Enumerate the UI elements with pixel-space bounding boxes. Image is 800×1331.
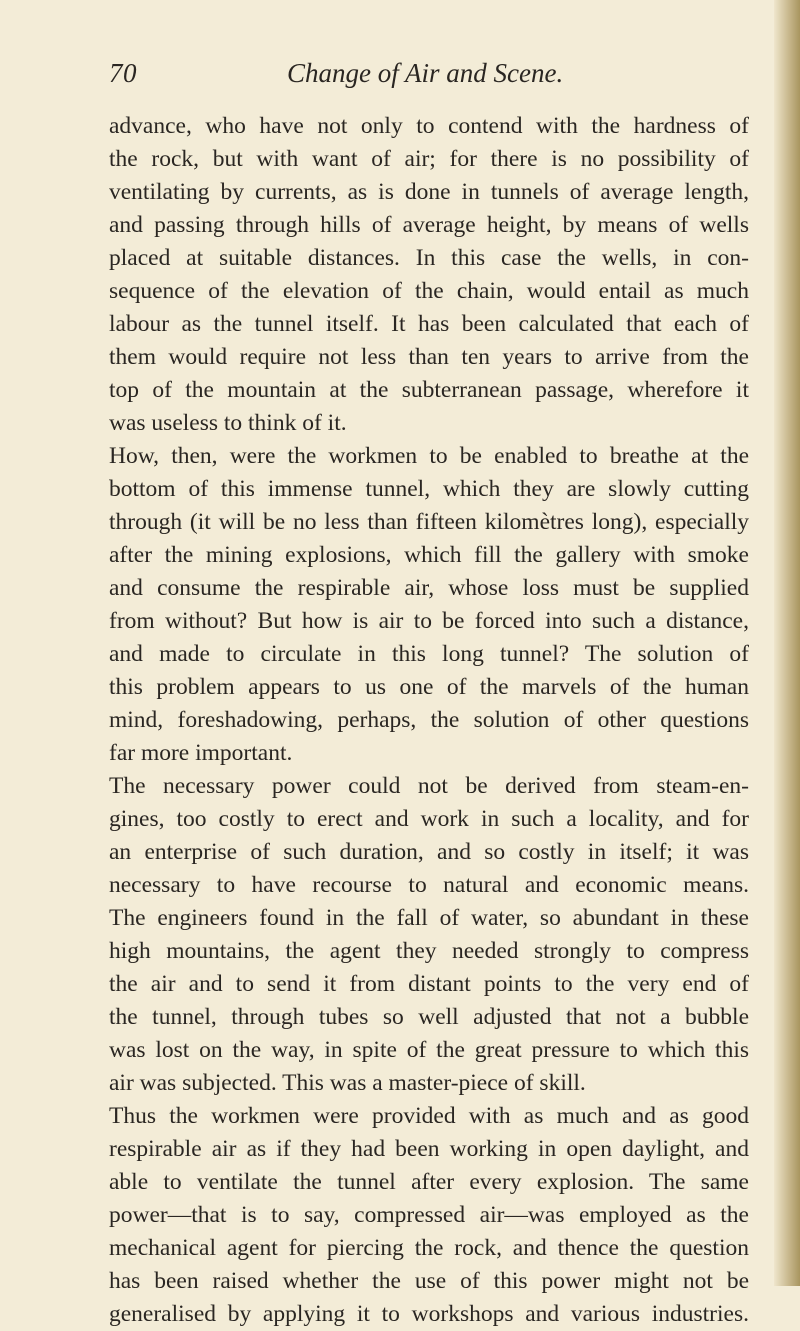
text-line: the rock, but with want of air; for there is no possibility of [109,146,749,172]
text-line: sequence of the elevation of the chain, would entail as much [109,278,749,304]
text-line: was lost on the way, in spite of the great pressure to which this [109,1037,749,1063]
text-line: placed at suitable distances. In this case the wells, in con- [109,245,749,271]
text-line: labour as the tunnel itself. It has been calculated that each of [109,311,749,337]
text-line: power—that is to say, compressed air—was employed as the [109,1202,749,1228]
text-line: an enterprise of such duration, and so costly in itself; it was [109,839,749,865]
body-text [109,110,749,1331]
page-number: 70 [109,58,137,88]
text-line: bottom of this immense tunnel, which they are slowly cutting [109,476,749,502]
text-line: through (it will be no less than fifteen kilomètres long), especially [109,509,749,535]
text-line: the air and to send it from distant points to the very end of [109,971,749,997]
text-line: The necessary power could not be derived from steam-en- [109,773,749,799]
text-line: able to ventilate the tunnel after every explosion. The same [109,1169,749,1195]
running-title: Change of Air and Scene. [287,58,564,88]
text-line: gines, too costly to erect and work in such a locality, and for [109,806,749,832]
page-edge-shadow [774,0,800,1286]
text-line: mechanical agent for piercing the rock, and thence the question [109,1235,749,1261]
text-line: necessary to have recourse to natural and economic means. [109,872,749,898]
text-line: and passing through hills of average height, by means of wells [109,212,749,238]
text-line: Thus the workmen were provided with as much and as good [109,1103,749,1129]
text-line: after the mining explosions, which fill the gallery with smoke [109,542,749,568]
text-line: has been raised whether the use of this power might not be [109,1268,749,1294]
text-line: and consume the respirable air, whose loss must be supplied [109,575,749,601]
text-line: The engineers found in the fall of water, so abundant in these [109,905,749,931]
text-line: respirable air as if they had been working in open daylight, and [109,1136,749,1162]
text-line: ventilating by currents, as is done in tunnels of average length, [109,179,749,205]
text-line: top of the mountain at the subterranean passage, wherefore it [109,377,749,403]
text-line: How, then, were the workmen to be enabled to breathe at the [109,443,749,469]
text-line: high mountains, the agent they needed strongly to compress [109,938,749,964]
text-line: advance, who have not only to contend with the hardness of [109,113,749,139]
text-line: air was subjected. This was a master-piece of skill. [109,1070,586,1096]
text-line: from without? But how is air to be forced into such a distance, [109,608,749,634]
text-line: this problem appears to us one of the marvels of the human [109,674,749,700]
page-header [109,58,729,98]
text-line: mind, foreshadowing, perhaps, the solution of other questions [109,707,749,733]
text-line: and made to circulate in this long tunnel? The solution of [109,641,749,667]
text-line: generalised by applying it to workshops and various industries. [109,1301,749,1327]
text-line: them would require not less than ten years to arrive from the [109,344,749,370]
text-line: the tunnel, through tubes so well adjusted that not a bubble [109,1004,749,1030]
text-line: far more important. [109,740,293,766]
text-line: was useless to think of it. [109,410,347,436]
